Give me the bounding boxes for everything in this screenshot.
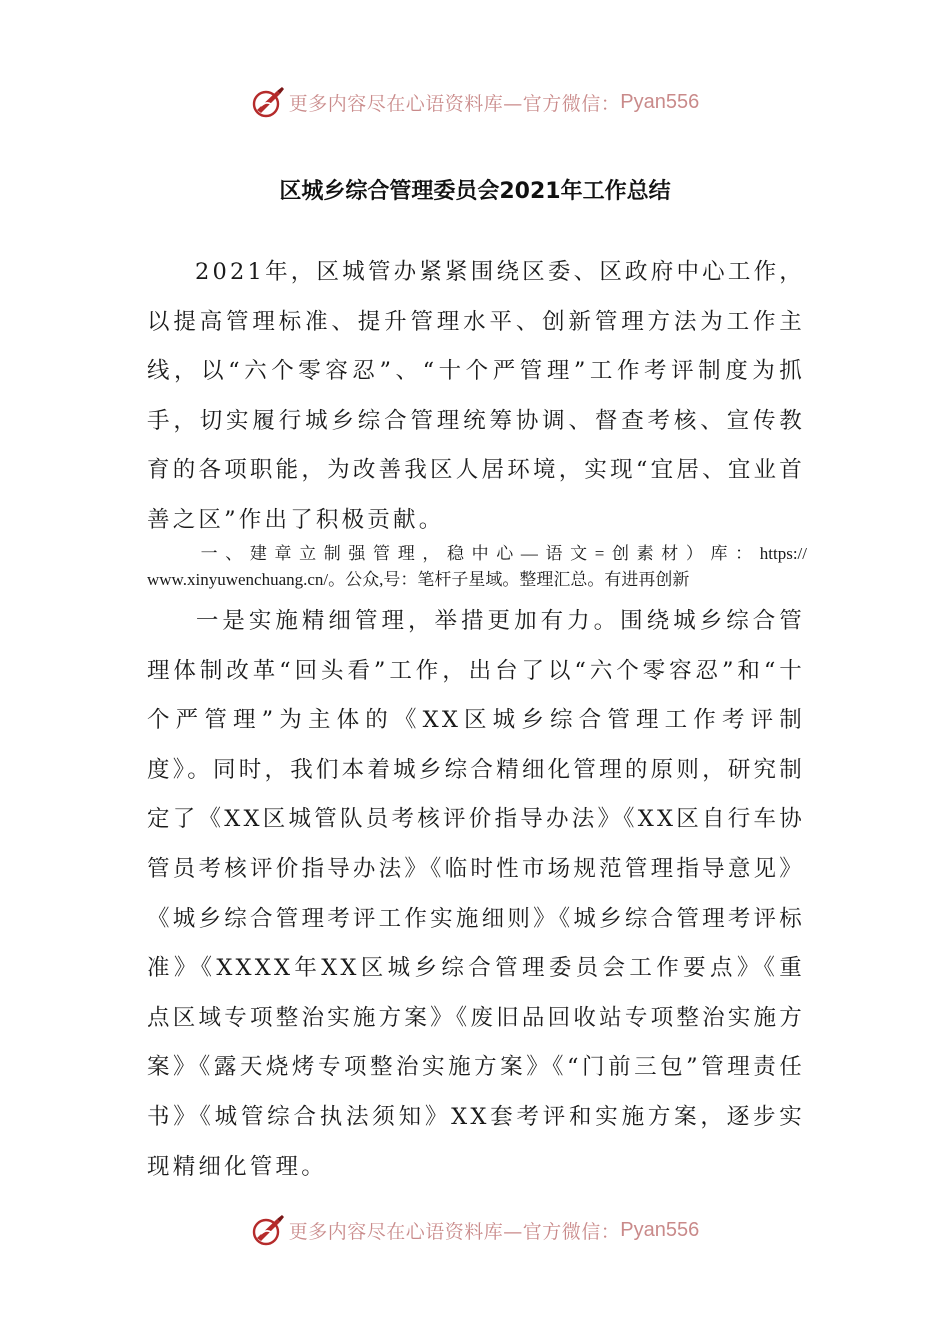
- banner-text: 更多内容尽在心语资料库—官方微信：: [288, 92, 621, 115]
- note-line-1: 一、建章立制强管理，稳中心—语文=创素材）库：https://: [193, 544, 807, 563]
- pen-logo-icon: [251, 1213, 285, 1247]
- paragraph-measures-text: 一是实施精细管理，举措更加有力。围绕城乡综合管理体制改革“回头看”工作，出台了以“六个零容忍”和“十个严管理”为主体的《XX区城乡综合管理工作考评制度》。同时，我们本着城乡综合精细化管理的原则，研究制定了《XX区城管队员考核评价指导办法》《XX区自行车协管员考核评价指导办法》《临时性市场规范管理指导意见》《城乡综合管理考评工作实施细则》《城乡综合管理考评标准》《XXXX年XX区城乡综合管理委员会工作要点》《重点区域专项整治实施方案》《废旧品回收站专项整治实施方案》《露天烧烤专项整治实施方案》《“门前三包”管理责任书》《城管综合执法须知》XX套考评和实施方案，逐步实现精细化管理。: [147, 608, 805, 1180]
- header-banner: [0, 82, 950, 122]
- section-heading-note: [147, 541, 807, 567]
- paragraph-intro-text: 2021年，区城管办紧紧围绕区委、区政府中心工作，以提高管理标准、提升管理水平、创新管理方法为工作主线，以“六个零容忍”、“十个严管理”工作考评制度为抓手，切实履行城乡综合管理统筹协调、督查考核、宣传教育的各项职能，为改善我区人居环境，实现“宜居、宜业首善之区”作出了积极贡献。: [147, 259, 805, 533]
- document-title: 区城乡综合管理委员会2021年工作总结: [279, 179, 671, 204]
- pen-logo-icon: [251, 85, 285, 119]
- paragraph-intro: [147, 248, 805, 546]
- banner-text: 更多内容尽在心语资料库—官方微信：: [288, 1220, 621, 1243]
- note-line-2: www.xinyuwenchuang.cn/。公众,号：笔杆子星域。整理汇总。有进再创新: [147, 570, 690, 589]
- banner-wechat-id: Pyan556: [620, 90, 700, 113]
- paragraph-measures: [147, 597, 805, 1192]
- footer-banner: [0, 1210, 950, 1250]
- banner-wechat-id: Pyan556: [620, 1218, 700, 1241]
- body-section-1: [147, 248, 805, 546]
- body-section-2: [147, 597, 805, 1192]
